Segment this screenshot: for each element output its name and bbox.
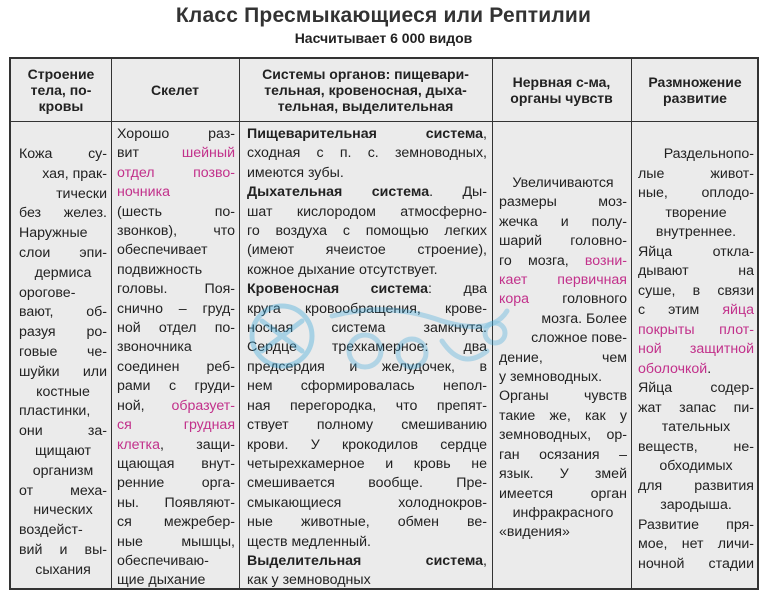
highlight-text: клетка [117, 436, 160, 453]
text-line: «видения» [499, 524, 570, 541]
text-line: мозга. Более [541, 310, 627, 327]
text-line: смешивается вообще. Пре- [247, 475, 487, 492]
text-line: дермиса [34, 264, 92, 281]
text-line: творение [665, 204, 727, 221]
text-line [117, 416, 235, 435]
cell-organ-systems [247, 125, 487, 591]
header-skeleton [111, 59, 239, 121]
text-span: . Ды- [429, 184, 487, 201]
text-line: Раздельнопо- [663, 146, 754, 162]
text-line: от меха- [19, 482, 107, 499]
text-line: щищают [35, 442, 91, 459]
text-line: шарий головно- [499, 233, 627, 250]
text-line: звонков), что [117, 223, 235, 240]
highlight-text: грудная [183, 417, 235, 434]
column-divider [239, 59, 240, 588]
section-heading: Кровеносная система [247, 281, 428, 298]
text-span: , [483, 126, 487, 142]
highlight-text: ся [117, 417, 184, 434]
section-heading: Дыхательная система [247, 184, 430, 201]
text-line: имеются зубы. [247, 164, 344, 181]
text-line: жат запас пи- [638, 399, 754, 416]
text-line: Хорошо раз- [117, 126, 235, 142]
text-line: такие же, как у [499, 407, 627, 424]
text-line: Сердце трехкамерное: два [247, 339, 487, 356]
header-organ-systems [239, 59, 492, 121]
text-line: предсердия и желудочек, в [247, 358, 487, 375]
text-line: сходная с п. с. земноводных, [247, 145, 487, 162]
text-line: ные мышцы, [117, 533, 235, 550]
text-line: Органы чувств [499, 388, 627, 405]
text-line: слои эпи- [19, 244, 107, 261]
text-line: Кожа су- [19, 146, 107, 162]
text-span: головного [529, 291, 627, 308]
text-line: соединен реб- [117, 358, 235, 375]
text-line: организм [32, 462, 94, 479]
text-span: , [483, 552, 487, 569]
text-line: (имеют ячеистое строение), [247, 242, 487, 259]
cell-reproduction [638, 145, 754, 574]
highlight-text: отдел позво- [117, 164, 235, 181]
text-line: сложное пове- [531, 330, 627, 347]
text-line: жечка и полу- [499, 213, 627, 230]
text-line: Увеличиваются [512, 175, 614, 191]
text-line: без желез. [19, 205, 107, 222]
text-line: веществ, не- [638, 438, 754, 455]
text-line: говые че- [19, 343, 107, 360]
text-span: с этим [638, 302, 723, 318]
text-line: ной отдел по- [117, 320, 235, 337]
text-line: мое, нет личи- [638, 536, 754, 552]
text-line: вают, об- [19, 304, 107, 321]
text-line: Яйца содер- [638, 380, 754, 396]
header-line: Скелет [150, 82, 200, 98]
text-line [247, 280, 487, 299]
text-line: орогове- [19, 284, 76, 301]
text-line: для развития [638, 477, 754, 494]
page-subtitle: Насчитывает 6 000 видов [294, 30, 473, 46]
text-line: разуя ро- [19, 324, 107, 341]
header-line: органы чувств [510, 90, 613, 106]
text-line: обеспечиваю- [117, 552, 209, 569]
text-line: пластинки, [19, 403, 91, 420]
text-line [247, 183, 487, 202]
text-line: дывают на [638, 263, 754, 279]
text-line [247, 552, 487, 571]
text-span: : два [427, 281, 488, 298]
text-span: го мозга, [499, 252, 585, 269]
header-line: Нервная с-ма, [512, 74, 611, 90]
text-line: они за- [19, 423, 107, 440]
text-line: шат кислородом атмосферно- [247, 203, 487, 220]
text-line: крови. У крокодилов сердце [247, 436, 487, 453]
text-line: суше, в связи [638, 282, 754, 299]
highlight-text: яйца [722, 302, 754, 318]
text-line: четырехкамерное и кровь не [247, 455, 487, 472]
text-line: внутреннее. [655, 224, 737, 240]
cell-nervous-system [499, 174, 627, 543]
text-line: у земноводных. [499, 369, 603, 386]
text-line: Наружные [19, 225, 88, 242]
text-line: смыкающиеся холоднокров- [247, 494, 487, 511]
highlight-text: шейный [181, 145, 235, 162]
text-line: ны. Появляют- [117, 494, 235, 511]
text-line: (шесть по- [117, 203, 235, 220]
text-line: звоночника [117, 339, 192, 356]
text-line: рами с груди- [117, 378, 235, 395]
text-line [247, 125, 487, 144]
page-title: Класс Пресмыкающиеся или Рептилии [175, 4, 592, 27]
header-line: Размножение [648, 74, 742, 90]
text-line: ночной стадии [638, 555, 754, 572]
highlight-text: покрыты плот- [638, 321, 754, 338]
header-line: развитие [663, 90, 727, 106]
header-reproduction [631, 59, 759, 121]
cell-body-structure [19, 145, 107, 581]
text-line: хая, прак- [42, 165, 107, 182]
text-span: . [707, 360, 712, 377]
text-line: размеры моз- [499, 194, 627, 211]
text-line: ствует полному смешиванию [247, 417, 487, 434]
text-line: костные [36, 383, 90, 400]
header-divider [11, 121, 757, 122]
text-line [499, 290, 627, 309]
header-structure [11, 59, 111, 121]
text-line: нем сформировалась непол- [247, 378, 487, 395]
header-line: тела, по- [30, 82, 92, 98]
header-line: Системы органов: пищевари- [262, 66, 469, 82]
text-line [638, 360, 754, 380]
text-line [117, 397, 235, 416]
highlight-text: ной защитной [638, 341, 754, 357]
text-line: ные, оплодо- [638, 185, 754, 201]
text-line: Развитие пря- [638, 516, 754, 533]
text-line: шуйки или [19, 363, 107, 380]
text-line: ществ медленный. [247, 533, 371, 550]
column-divider [111, 59, 112, 588]
header-line: кровы [38, 98, 84, 114]
text-line: как у земноводных [247, 572, 371, 589]
text-line: имеется орган [499, 485, 627, 502]
text-line: щие дыхание [117, 572, 206, 589]
text-line [499, 252, 627, 271]
cell-skeleton [117, 125, 235, 591]
text-line: язык. У змей [499, 466, 627, 483]
text-line: ренние орга- [117, 475, 235, 492]
text-line: кожное дыхание отсутствует. [247, 261, 438, 278]
text-line: вий и вы- [19, 541, 107, 558]
text-line: обеспечивает [117, 242, 208, 259]
text-line: дение, чем [499, 349, 627, 366]
text-line: круга кровообращения, крове- [247, 300, 487, 317]
text-line: щающая внут- [117, 455, 235, 472]
highlight-text: образует- [171, 397, 235, 414]
text-span: , защи- [159, 436, 235, 453]
highlight-text: кора [499, 291, 530, 308]
header-line: Строение [27, 66, 95, 82]
highlight-text: кает первичная [499, 272, 627, 289]
text-line: обходимых [659, 458, 733, 474]
text-line [638, 301, 754, 321]
text-span: вит [117, 145, 182, 162]
text-line: головы. Поя- [117, 281, 235, 298]
column-divider [492, 59, 493, 588]
text-line: го воздуха с помощью легких [247, 223, 487, 240]
header-nervous-system [492, 59, 631, 121]
text-line: воздейст- [19, 522, 83, 539]
text-line: носная система замкнута. [247, 320, 487, 337]
text-line: лые живот- [638, 165, 754, 182]
text-line: ся межребер- [117, 514, 235, 531]
text-line: тательных [661, 419, 731, 435]
text-line: зародыша. [660, 497, 732, 513]
text-line [117, 144, 235, 163]
highlight-text: ночника [117, 184, 170, 201]
highlight-text: оболочкой [638, 360, 708, 377]
text-line: снично – груд- [117, 300, 235, 317]
text-line [117, 436, 235, 455]
text-line: ная перегородка, что препят- [247, 397, 487, 414]
text-span: ной, [117, 397, 172, 414]
section-heading: Выделительная система [247, 552, 484, 569]
section-heading: Пищеварительная система [247, 126, 484, 142]
column-divider [631, 59, 632, 588]
text-line: сыхания [35, 561, 91, 578]
highlight-text: возни- [584, 252, 627, 269]
header-line: тельная, выделительная [277, 98, 454, 114]
text-line: тически [56, 185, 107, 202]
text-line: подвижность [117, 261, 203, 278]
header-line: тельная, кровеносная, дыха- [264, 82, 467, 98]
reptile-table [9, 57, 759, 590]
text-line: инфракрасного [512, 504, 614, 521]
text-line: ган осязания – [499, 446, 627, 463]
text-line: ные животные, обмен ве- [247, 514, 487, 531]
text-line: земноводных, ор- [499, 427, 627, 444]
text-line: нических [33, 502, 93, 519]
text-line: Яйца откла- [638, 243, 754, 260]
